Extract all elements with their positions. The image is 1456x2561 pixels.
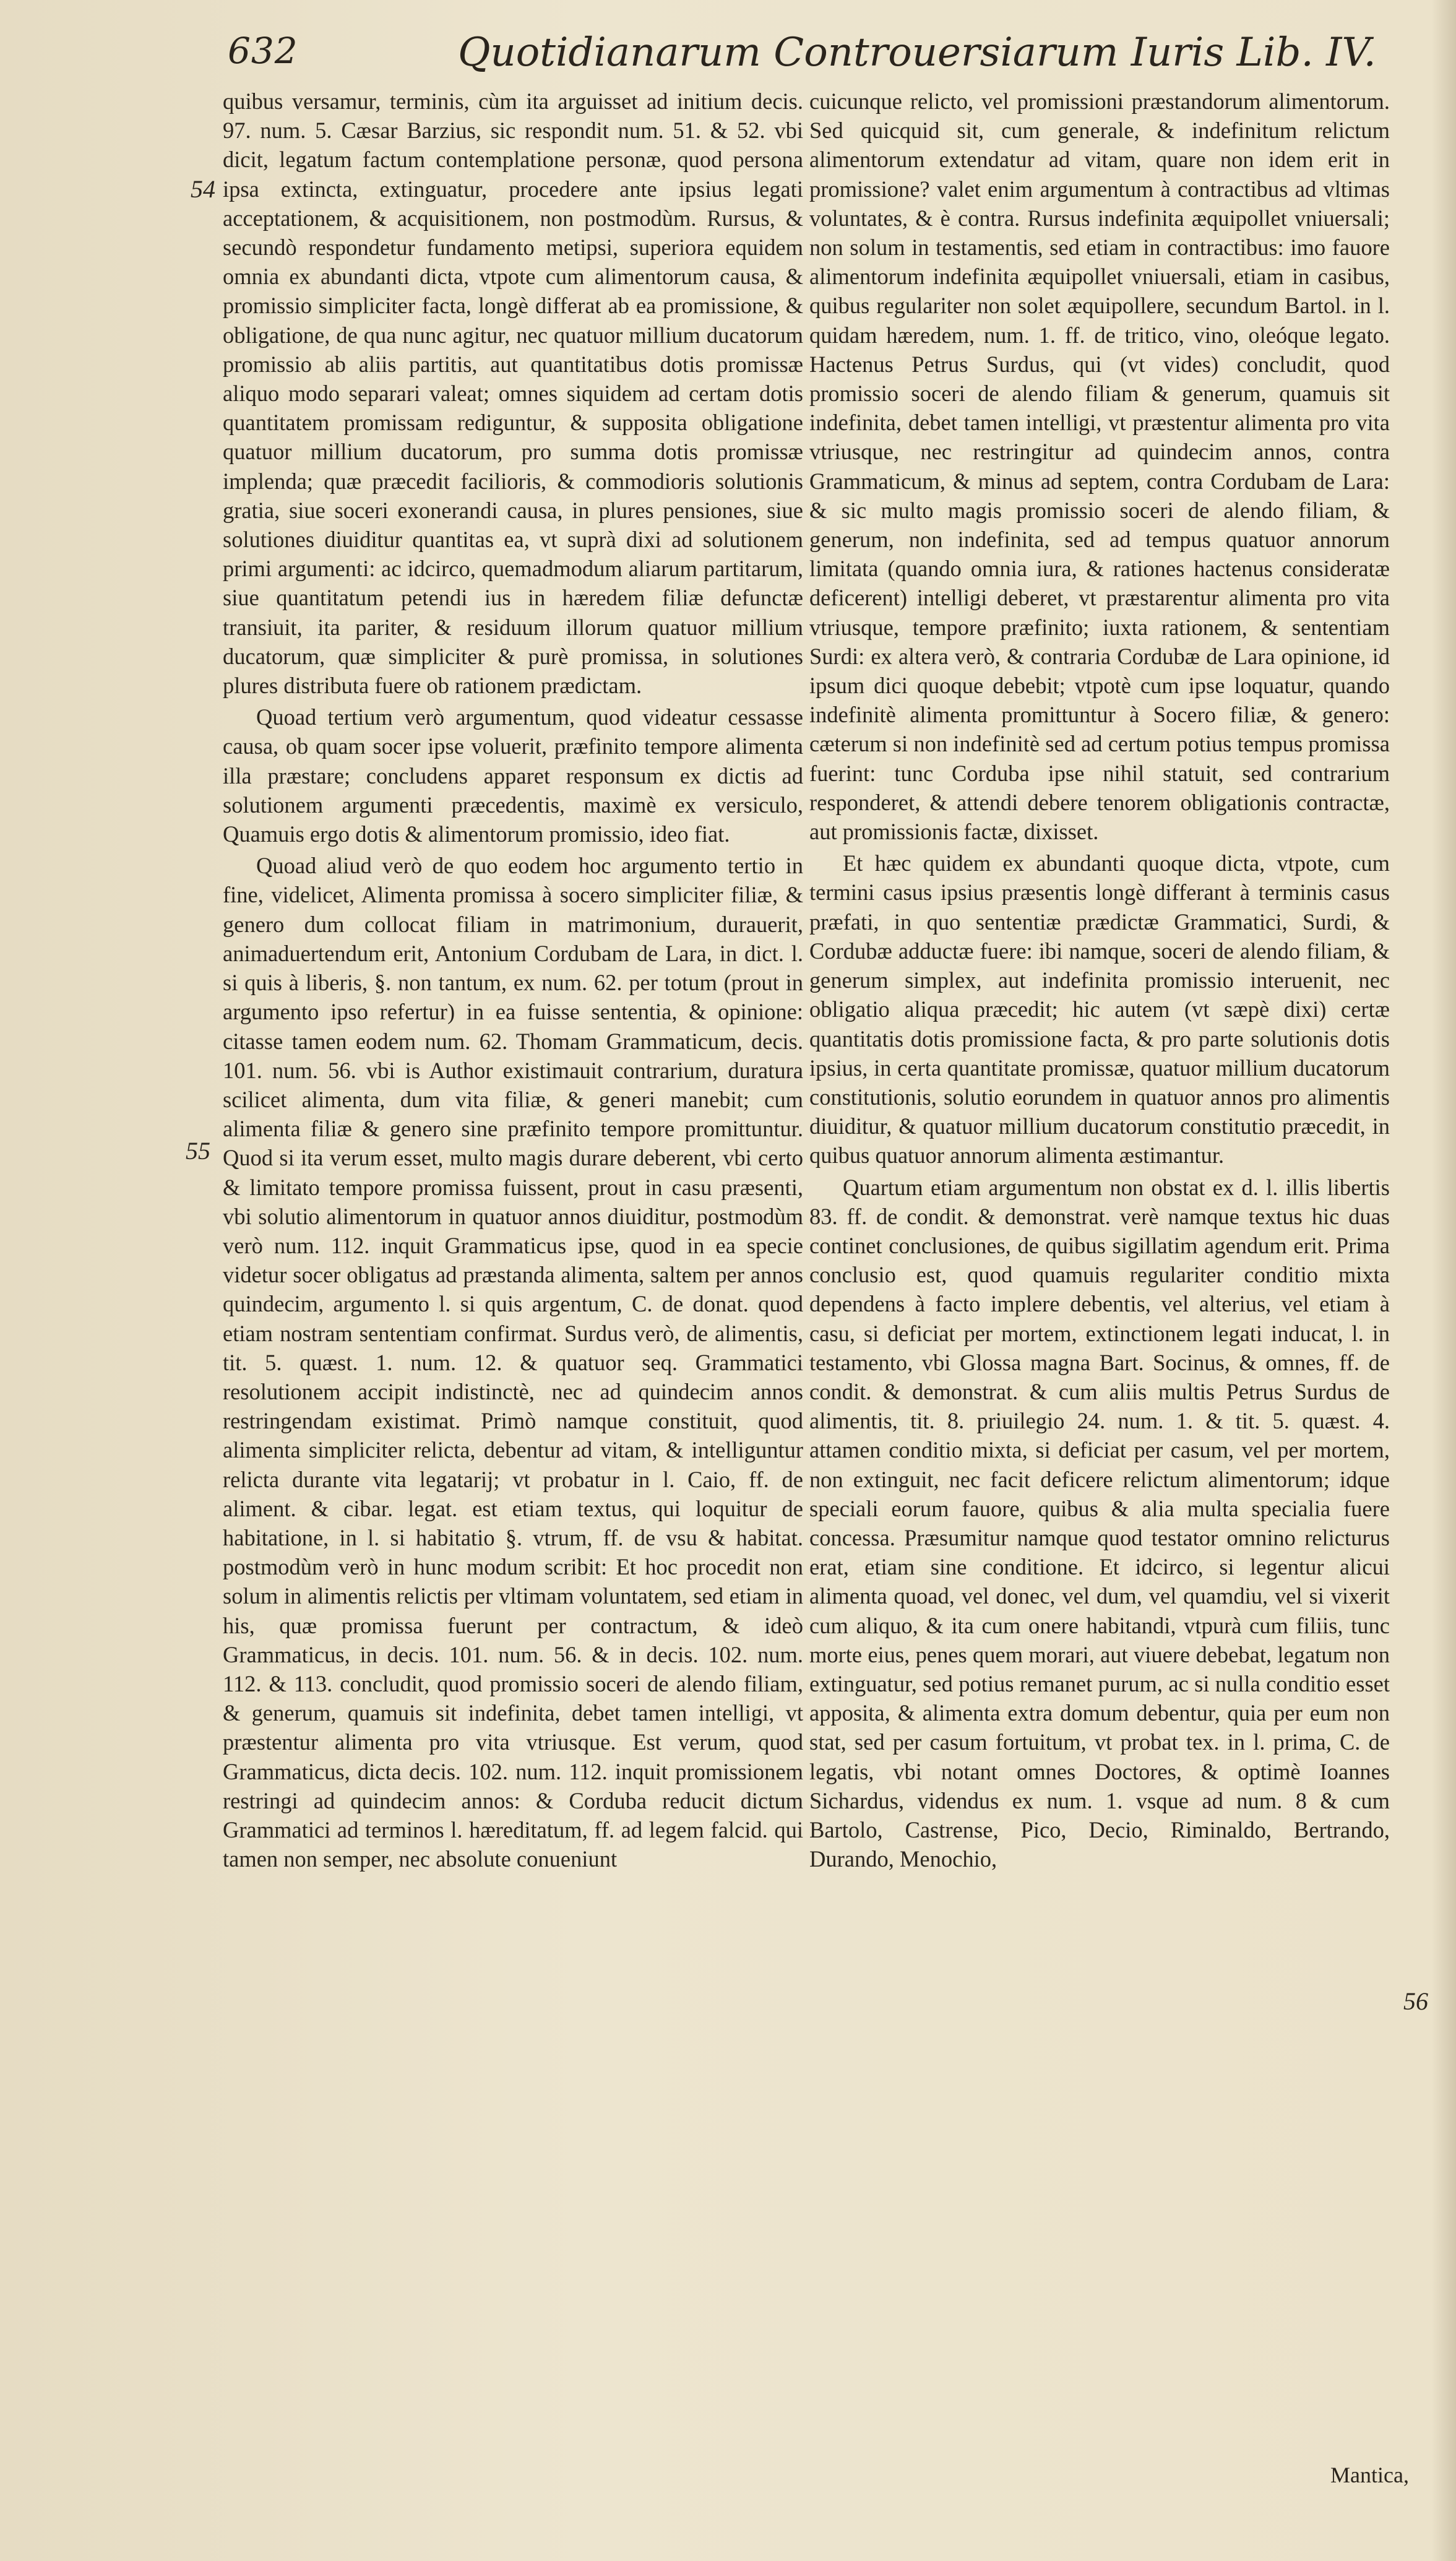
margin-note-56: 56 — [1403, 1987, 1428, 2015]
left-paragraph-2: Quoad tertium verò argumentum, quod videatur cessasse causa, ob quam socer ipse voluerit, præfinito tempore alimenta illa præstare; concludens apparet responsum ex dictis ad solutionem argumenti præcedentis, maximè ex versiculo, Quamuis ergo dotis & alimentorum promissio, ideo fiat. — [223, 704, 803, 847]
catchword: Mantica, — [1330, 2463, 1409, 2487]
right-paragraph-2: Et hæc quidem ex abundanti quoque dicta, vtpote, cum termini casus ipsius præsentis longè differant à terminis casus præfati, in quo sententiæ prædictæ Grammatici, Surdi, & Cordubæ adductæ fuere: ibi namque, soceri de alendo filiam, & generum simplex, aut indefinita promissio interuenit, nec obligatio aliqua præcedit; hic autem (vt sæpè dixi) certæ quantitatis dotis promissione facta, & pro parte solutionis dotis ipsius, in certa quantitate promissæ, quatuor millium ducatorum constitutionis, solutio eorundem in quatuor annos pro alimentis diuiditur, & quatuor millium ducatorum constitutio præcedit, in quibus quatuor annorum alimenta æstimantur. — [809, 850, 1390, 1168]
margin-note-55: 55 — [186, 1137, 210, 1165]
left-text-column — [223, 87, 803, 1873]
right-paragraph-1: cuicunque relicto, vel promissioni præstandorum alimentorum. Sed quicquid sit, cum generale, & indefinitum relictum alimentorum extendatur ad vitam, quare non idem erit in promissione? valet enim argumentum à contractibus ad vltimas voluntates, & è contra. Rursus indefinita æquipollet vniuersali; non solum in testamentis, sed etiam in contractibus: imo fauore alimentorum indefinita æquipollet vniuersali, etiam in casibus, quibus regulariter non solet æquipollere, secundum Bartol. in l. quidam hæredem, num. 1. ff. de tritico, vino, oleóque legato. Hactenus Petrus Surdus, qui (vt vides) concludit, quod promissio soceri de alendo filiam & generum, quamuis sit indefinita, debet tamen intelligi, vt præstentur alimenta pro vita vtriusque, nec restringitur ad quindecim annos, contra Grammaticum, & minus ad septem, contra Cordubam de Lara: & sic multo magis promissio soceri de alendo filiam, & generum, non indefinita, sed ad tempus quatuor annorum limitata (quando omnia iura, & rationes hactenus consideratæ deficerent) intelligi deberet, vt præstarentur alimenta pro vita vtriusque, tempore præfinito; iuxta rationem, & sententiam Surdi: ex altera verò, & contraria Cordubæ de Lara opinione, id ipsum dici quoque debebit; vtpotè cum ipse loquatur, quando indefinitè alimenta promittuntur à Socero filiæ, & genero: cæterum si non indefinitè sed ad certum potius tempus promissa fuerint: tunc Corduba ipse nihil statuit, sed contrarium responderet, & attendi debere tenorem obligationis contractæ, aut promissionis factæ, dixisset. — [809, 89, 1390, 845]
right-text-column — [809, 87, 1390, 1873]
page-header — [0, 24, 1456, 85]
left-paragraph-3: Quoad aliud verò de quo eodem hoc argumento tertio in fine, videlicet, Alimenta promissa à socero simpliciter filiæ, & genero dum collocat filiam in matrimonium, durauerit, animaduertendum erit, Antonium Cordubam de Lara, in dict. l. si quis à liberis, §. non tantum, ex num. 62. per totum (prout in argumento ipso refertur) in ea fuisse sententia, & opinione: citasse tamen eodem num. 62. Thomam Grammaticum, decis. 101. num. 56. vbi is Author existimauit contrarium, duratura scilicet alimenta, dum vita filiæ, & generi manebit; cum alimenta filiæ & genero sine præfinito tempore promittuntur. Quod si ita verum esset, multo magis durare deberent, vbi certo & limitato tempore promissa fuissent, prout in casu præsenti, vbi solutio alimentorum in quatuor annos diuiditur, postmodùm verò num. 112. inquit Grammaticus ipse, quod in ea specie videtur socer obligatus ad præstanda alimenta, saltem per annos quindecim, argumento l. si quis argentum, C. de donat. quod etiam nostram sententiam confirmat. Surdus verò, de alimentis, tit. 5. quæst. 1. num. 12. & quatuor seq. Grammatici resolutionem accipit indistinctè, nec ad quindecim annos restringendam existimat. Primò namque constituit, quod alimenta simpliciter relicta, debentur ad vitam, & intelliguntur relicta durante vita legatarij; vt probatur in l. Caio, ff. de aliment. & cibar. legat. est etiam textus, qui loquitur de habitatione, in l. si habitatio §. vtrum, ff. de vsu & habitat. postmodùm verò in hunc modum scribit: Et hoc procedit non solum in alimentis relictis per vltimam voluntatem, sed etiam in his, quæ promissa fuerunt per contractum, & ideò Grammaticus, in decis. 101. num. 56. & in decis. 102. num. 112. & 113. concludit, quod promissio soceri de alendo filiam, & generum, quamuis sit indefinita, debet tamen intelligi, vt præstentur alimenta pro vita vtriusque. Est verum, quod Grammaticus, dicta decis. 102. num. 112. inquit promissionem restringi ad quindecim annos: & Corduba reducit dictum Grammatici ad terminos l. hæreditatum, ff. ad legem falcid. qui tamen non semper, nec absolute conueniunt — [223, 853, 803, 1872]
left-paragraph-1: quibus versamur, terminis, cùm ita arguisset ad initium decis. 97. num. 5. Cæsar Barzius, sic respondit num. 51. & 52. vbi dicit, legatum factum contemplatione personæ, quod persona ipsa extincta, extinguatur, procedere ante ipsius legati acceptationem, & acquisitionem, non postmodùm. Rursus, & secundò respondetur fundamento metipsi, superiora equidem omnia ex abundanti dicta, vtpote cum alimentorum causa, & promissio simpliciter facta, longè differat ab ea promissione, & obligatione, de qua nunc agitur, nec quatuor millium ducatorum promissio ab aliis partitis, aut quantitatibus dotis promissæ aliquo modo separari valeat; omnes siquidem ad certam dotis quantitatem promissam rediguntur, & supposita obligatione quatuor millium ducatorum, pro summa dotis promissæ implenda; quæ præcedit facilioris, & commodioris solutionis gratia, siue soceri exonerandi causa, in plures pensiones, siue solutiones diuiditur quantitas ea, vt suprà dixi ad solutionem primi argumenti: ac idcirco, quemadmodum aliarum partitarum, siue quantitatum petendi ius in hæredem filiæ defunctæ transiuit, ita pariter, & residuum illorum quatuor millium ducatorum, quæ simpliciter & purè promissa, in solutiones plures distributa fuere ob rationem prædictam. — [223, 89, 803, 699]
running-title: Quotidianarum Controuersiarum Iuris Lib. IV. — [458, 30, 1376, 76]
margin-note-54: 54 — [191, 175, 215, 203]
page-number: 632 — [228, 30, 298, 72]
page-gutter-shadow — [1431, 0, 1456, 2561]
right-paragraph-3: Quartum etiam argumentum non obstat ex d. l. illis libertis 83. ff. de condit. & demonstrat. verè namque textus hic duas continet conclusiones, de quibus sigillatim agendum erit. Prima conclusio est, quod quamuis regulariter conditio mixta dependens à facto implere debentis, vel alterius, vel etiam à casu, si deficiat per mortem, extinctionem legati inducat, l. in testamento, vbi Glossa magna Bart. Socinus, & omnes, ff. de condit. & demonstrat. & cum aliis multis Petrus Surdus de alimentis, tit. 8. priuilegio 24. num. 1. & tit. 5. quæst. 4. attamen conditio mixta, si deficiat per casum, vel per mortem, non extinguit, nec facit deficere relictum alimentorum; idque speciali eorum fauore, quibus & alia multa specialia fuere concessa. Præsumitur namque quod testator omnino relicturus erat, etiam sine conditione. Et idcirco, si legentur alicui alimenta quoad, vel donec, vel dum, vel quamdiu, vel si vixerit cum aliquo, & ita cum onere habitandi, vtpurà cum filiis, tunc morte eius, penes quem morari, aut viuere debebat, legatum non extinguatur, sed potius remanet purum, ac si nulla conditio esset apposita, & alimenta extra domum debentur, quia per eum non stat, sed per casum fortuitum, vt probat tex. in l. prima, C. de legatis, vbi notant omnes Doctores, & optimè Ioannes Sichardus, videndus ex num. 1. vsque ad num. 8 & cum Bartolo, Castrense, Pico, Decio, Riminaldo, Bertrando, Durando, Menochio, — [809, 1174, 1390, 1872]
